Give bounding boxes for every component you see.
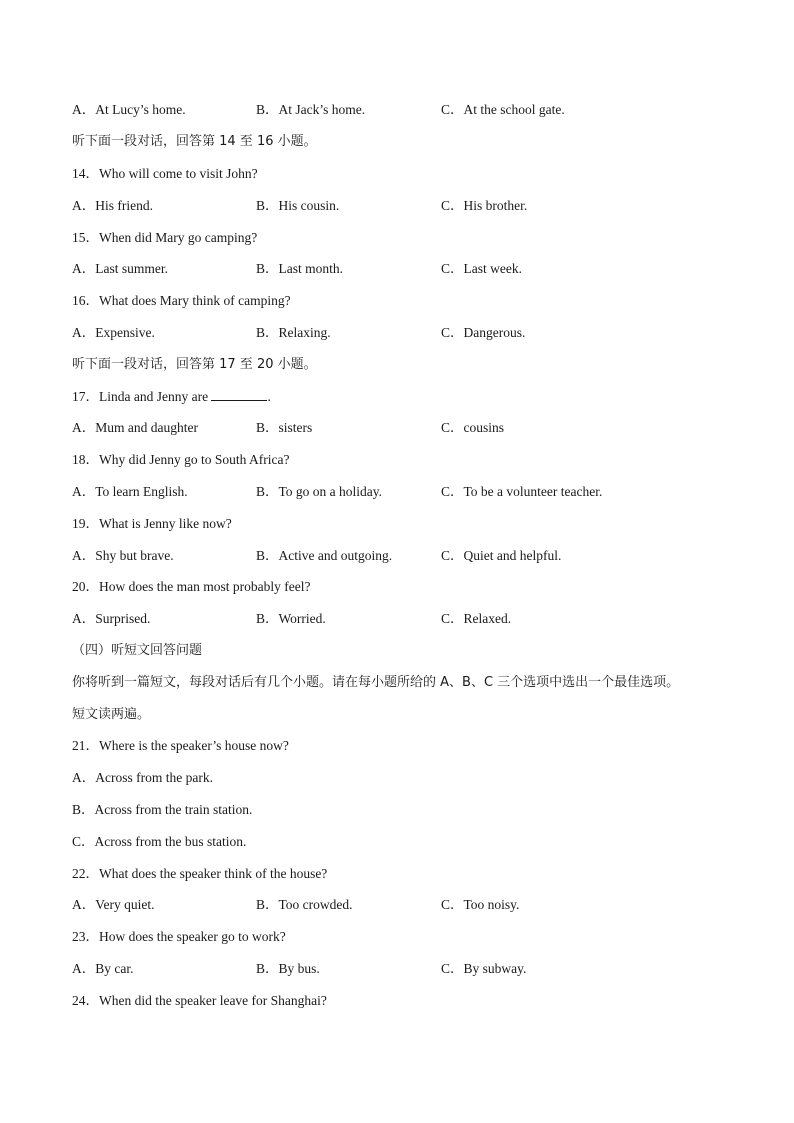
q23-option-c: C．By subway. — [441, 961, 527, 976]
q19-option-a: A．Shy but brave. — [72, 548, 174, 563]
q16-stem: 16．What does Mary think of camping? — [72, 293, 291, 308]
q15-option-b: B．Last month. — [256, 261, 343, 276]
q17-option-b: B．sisters — [256, 420, 313, 435]
q14-stem: 14．Who will come to visit John? — [72, 166, 258, 181]
q13-option-a: A．At Lucy’s home. — [72, 102, 186, 117]
q22-option-c: C．Too noisy. — [441, 897, 520, 912]
q17-option-a: A．Mum and daughter — [72, 420, 198, 435]
q20-stem: 20．How does the man most probably feel? — [72, 579, 311, 594]
q20-option-a: A．Surprised. — [72, 611, 151, 626]
q23-option-b: B．By bus. — [256, 961, 320, 976]
section4-heading: （四）听短文回答问题 — [72, 643, 203, 658]
q14-option-b: B．His cousin. — [256, 198, 340, 213]
q18-stem: 18．Why did Jenny go to South Africa? — [72, 452, 290, 467]
q17-stem-end: . — [267, 389, 271, 404]
q17-stem-line — [72, 387, 271, 407]
q14-option-a: A．His friend. — [72, 198, 153, 213]
q20-option-c: C．Relaxed. — [441, 611, 512, 626]
q14-option-c: C．His brother. — [441, 198, 528, 213]
q13-option-b: B．At Jack’s home. — [256, 102, 366, 117]
q15-stem: 15．When did Mary go camping? — [72, 230, 258, 245]
q16-option-b: B．Relaxing. — [256, 325, 331, 340]
q17-stem: 17．Linda and Jenny are — [72, 389, 209, 404]
q24-stem: 24．When did the speaker leave for Shanghai? — [72, 993, 327, 1008]
q16-option-a: A．Expensive. — [72, 325, 155, 340]
q18-option-c: C．To be a volunteer teacher. — [441, 484, 603, 499]
q19-option-c: C．Quiet and helpful. — [441, 548, 562, 563]
q21-option-a: A．Across from the park. — [72, 770, 213, 785]
section4-instruction-1: 你将听到一篇短文，每段对话后有几个小题。请在每小题所给的 A、B、C 三个选项中选出一个最佳选项。 — [72, 675, 680, 690]
q15-option-c: C．Last week. — [441, 261, 522, 276]
q21-stem: 21．Where is the speaker’s house now? — [72, 738, 289, 753]
q19-option-b: B．Active and outgoing. — [256, 548, 393, 563]
q17-option-c: C．cousins — [441, 420, 505, 435]
q19-stem: 19．What is Jenny like now? — [72, 516, 232, 531]
q17-answer-blank — [211, 387, 267, 401]
q21-option-c: C．Across from the bus station. — [72, 834, 247, 849]
q13-option-c: C．At the school gate. — [441, 102, 565, 117]
q23-stem: 23．How does the speaker go to work? — [72, 929, 286, 944]
q18-option-a: A．To learn English. — [72, 484, 188, 499]
q22-option-b: B．Too crowded. — [256, 897, 353, 912]
q23-option-a: A．By car. — [72, 961, 134, 976]
q22-stem: 22．What does the speaker think of the house? — [72, 866, 328, 881]
q15-option-a: A．Last summer. — [72, 261, 168, 276]
q22-option-a: A．Very quiet. — [72, 897, 155, 912]
instruction-17-20: 听下面一段对话，回答第 17 至 20 小题。 — [72, 357, 317, 372]
section4-instruction-2: 短文读两遍。 — [72, 707, 151, 722]
q18-option-b: B．To go on a holiday. — [256, 484, 383, 499]
q21-option-b: B．Across from the train station. — [72, 802, 253, 817]
q20-option-b: B．Worried. — [256, 611, 326, 626]
instruction-14-16: 听下面一段对话，回答第 14 至 16 小题。 — [72, 134, 317, 149]
q16-option-c: C．Dangerous. — [441, 325, 526, 340]
